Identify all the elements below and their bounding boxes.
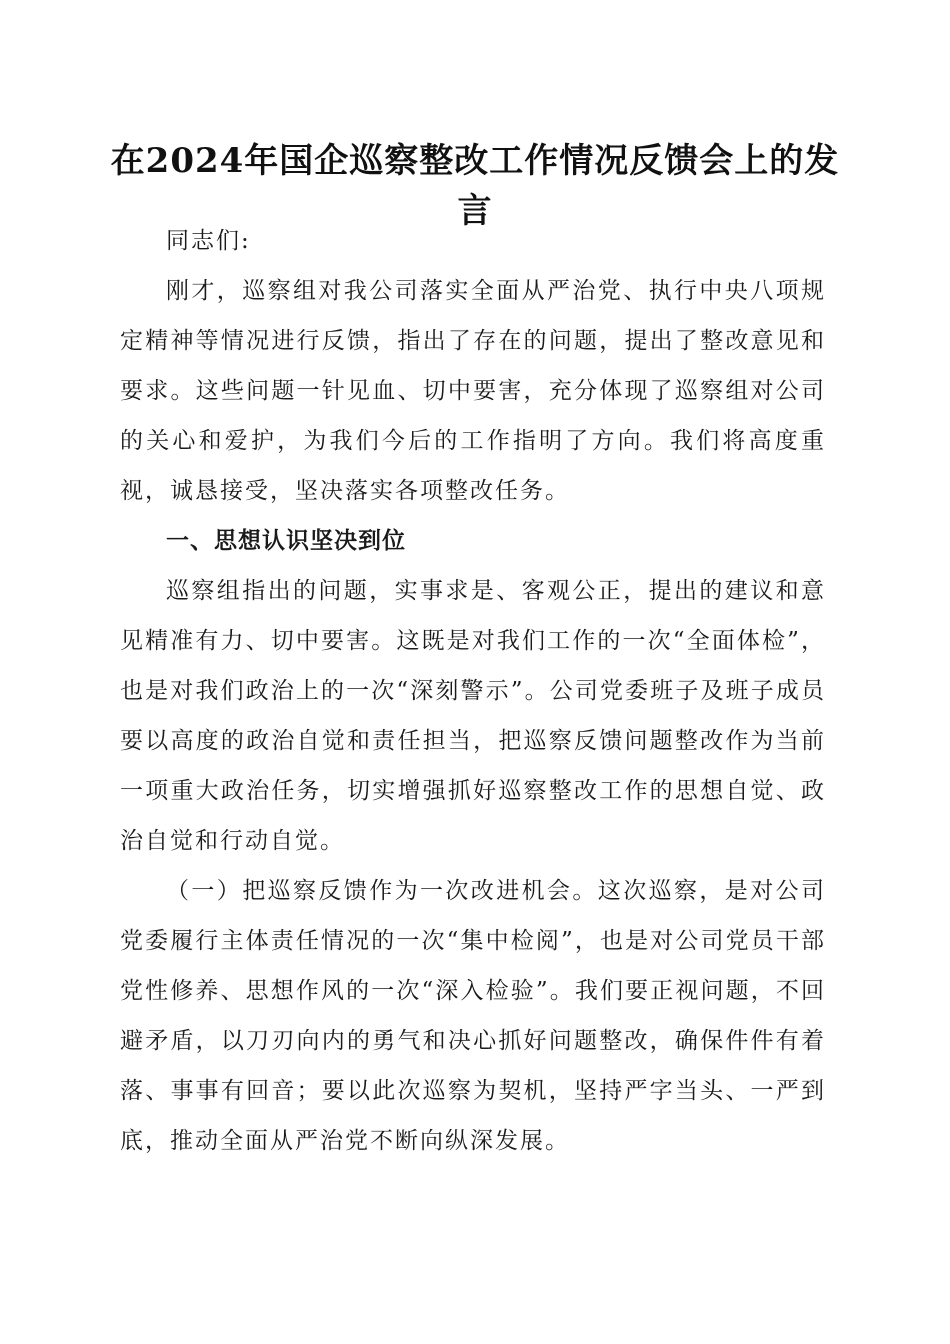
paragraph-section-1: 巡察组指出的问题，实事求是、客观公正，提出的建议和意见精准有力、切中要害。这既是对我们工作的一次“全面体检”，也是对我们政治上的一次“深刻警示”。公司党委班子及班子成员要以高度的政治自觉和责任担当，把巡察反馈问题整改作为当前一项重大政治任务，切实增强抓好巡察整改工作的思想自觉、政治自觉和行动自觉。 [120, 578, 826, 854]
paragraph-subsection-1: （一）把巡察反馈作为一次改进机会。这次巡察，是对公司党委履行主体责任情况的一次“集中检阅”，也是对公司党员干部党性修养、思想作风的一次“深入检验”。我们要正视问题，不回避矛盾，以刀刃向内的勇气和决心抓好问题整改，确保件件有着落、事事有回音；要以此次巡察为契机，坚持严字当头、一严到底，推动全面从严治党不断向纵深发展。 [120, 878, 826, 1154]
document-body [120, 216, 826, 1166]
paragraph-intro: 刚才，巡察组对我公司落实全面从严治党、执行中央八项规定精神等情况进行反馈，指出了存在的问题，提出了整改意见和要求。这些问题一针见血、切中要害，充分体现了巡察组对公司的关心和爱护，为我们今后的工作指明了方向。我们将高度重视，诚恳接受，坚决落实各项整改任务。 [120, 278, 826, 504]
section-heading: 一、思想认识坚决到位 [166, 528, 406, 554]
greeting: 同志们: [166, 228, 251, 254]
document-title: 在2024年国企巡察整改工作情况反馈会上的发言 [110, 141, 840, 231]
